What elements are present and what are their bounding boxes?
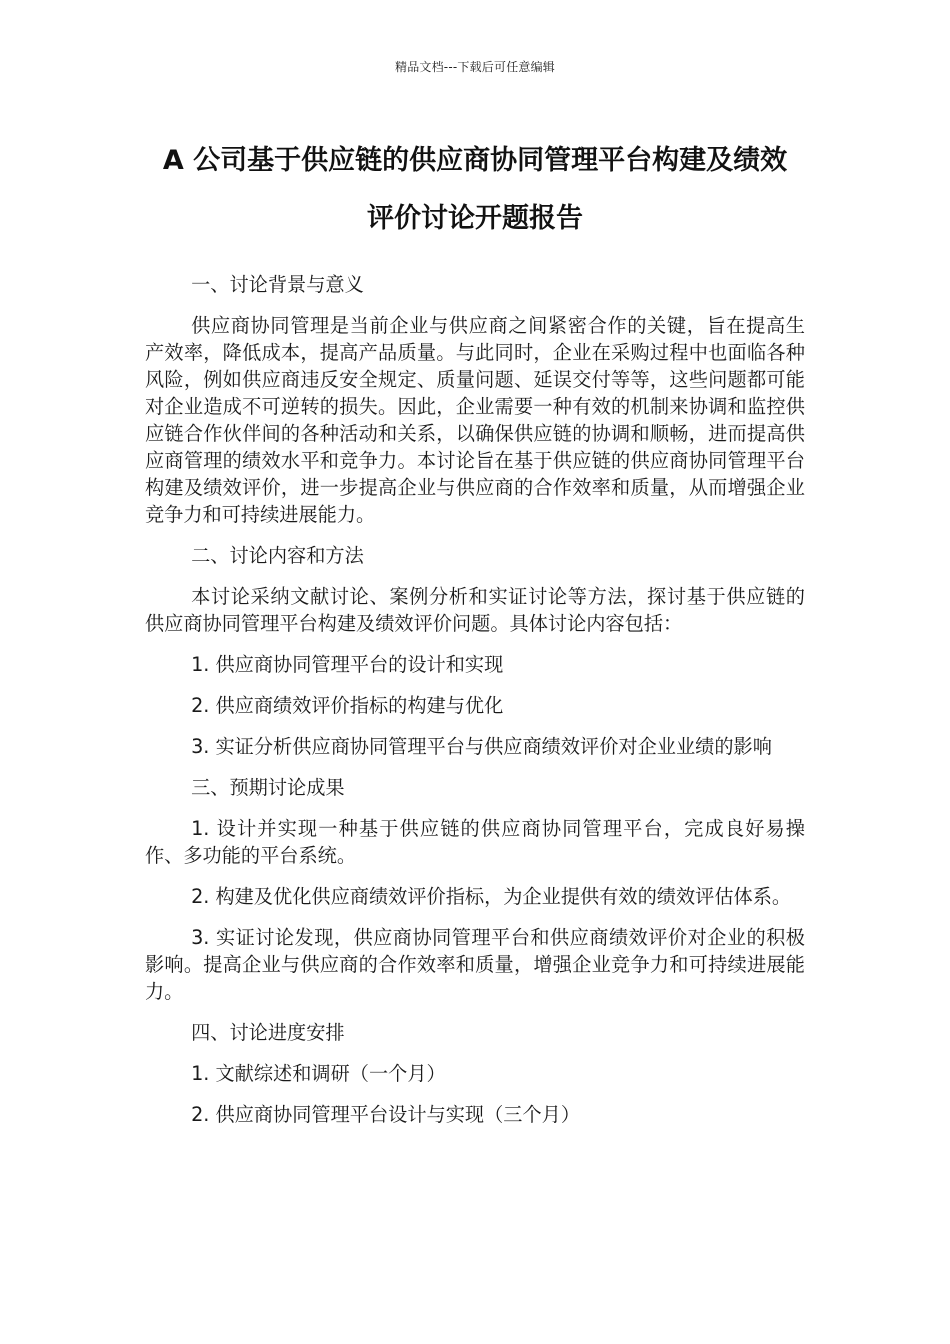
list-item-content-3: 3. 实证分析供应商协同管理平台与供应商绩效评价对企业业绩的影响	[191, 735, 772, 758]
paragraph-method-intro: 本讨论采纳文献讨论、案例分析和实证讨论等方法，探讨基于供应链的供应商协同管理平台构建及绩效评价问题。具体讨论内容包括：	[145, 585, 805, 635]
section-heading-expected-results: 三、预期讨论成果	[191, 776, 345, 799]
list-item-result-1: 1. 设计并实现一种基于供应链的供应商协同管理平台，完成良好易操作、多功能的平台系统。	[145, 817, 805, 867]
section-heading-background: 一、讨论背景与意义	[191, 273, 364, 296]
list-item-content-1: 1. 供应商协同管理平台的设计和实现	[191, 653, 504, 676]
paragraph-background: 供应商协同管理是当前企业与供应商之间紧密合作的关键，旨在提高生产效率，降低成本，提高产品质量。与此同时，企业在采购过程中也面临各种风险，例如供应商违反安全规定、质量问题、延误交付等等，这些问题都可能对企业造成不可逆转的损失。因此，企业需要一种有效的机制来协调和监控供应链合作伙伴间的各种活动和关系，以确保供应链的协调和顺畅，进而提高供应商管理的绩效水平和竞争力。本讨论旨在基于供应链的供应商协同管理平台构建及绩效评价，进一步提高企业与供应商的合作效率和质量，从而增强企业竞争力和可持续进展能力。	[145, 314, 805, 526]
section-heading-content-method: 二、讨论内容和方法	[191, 544, 364, 567]
document-body	[145, 271, 805, 1142]
list-item-schedule-1: 1. 文献综述和调研（一个月）	[191, 1062, 446, 1085]
list-item-result-2: 2. 构建及优化供应商绩效评价指标，为企业提供有效的绩效评估体系。	[191, 885, 792, 908]
section-heading-schedule: 四、讨论进度安排	[191, 1021, 345, 1044]
list-item-result-3: 3. 实证讨论发现，供应商协同管理平台和供应商绩效评价对企业的积极影响。提高企业与供应商的合作效率和质量，增强企业竞争力和可持续进展能力。	[145, 926, 805, 1003]
document-title-line-1: A 公司基于供应链的供应商协同管理平台构建及绩效	[162, 145, 788, 176]
list-item-content-2: 2. 供应商绩效评价指标的构建与优化	[191, 694, 504, 717]
header-note: 精品文档---下载后可任意编辑	[395, 60, 555, 74]
list-item-schedule-2: 2. 供应商协同管理平台设计与实现（三个月）	[191, 1103, 581, 1126]
document-title-line-2: 评价讨论开题报告	[367, 203, 583, 234]
